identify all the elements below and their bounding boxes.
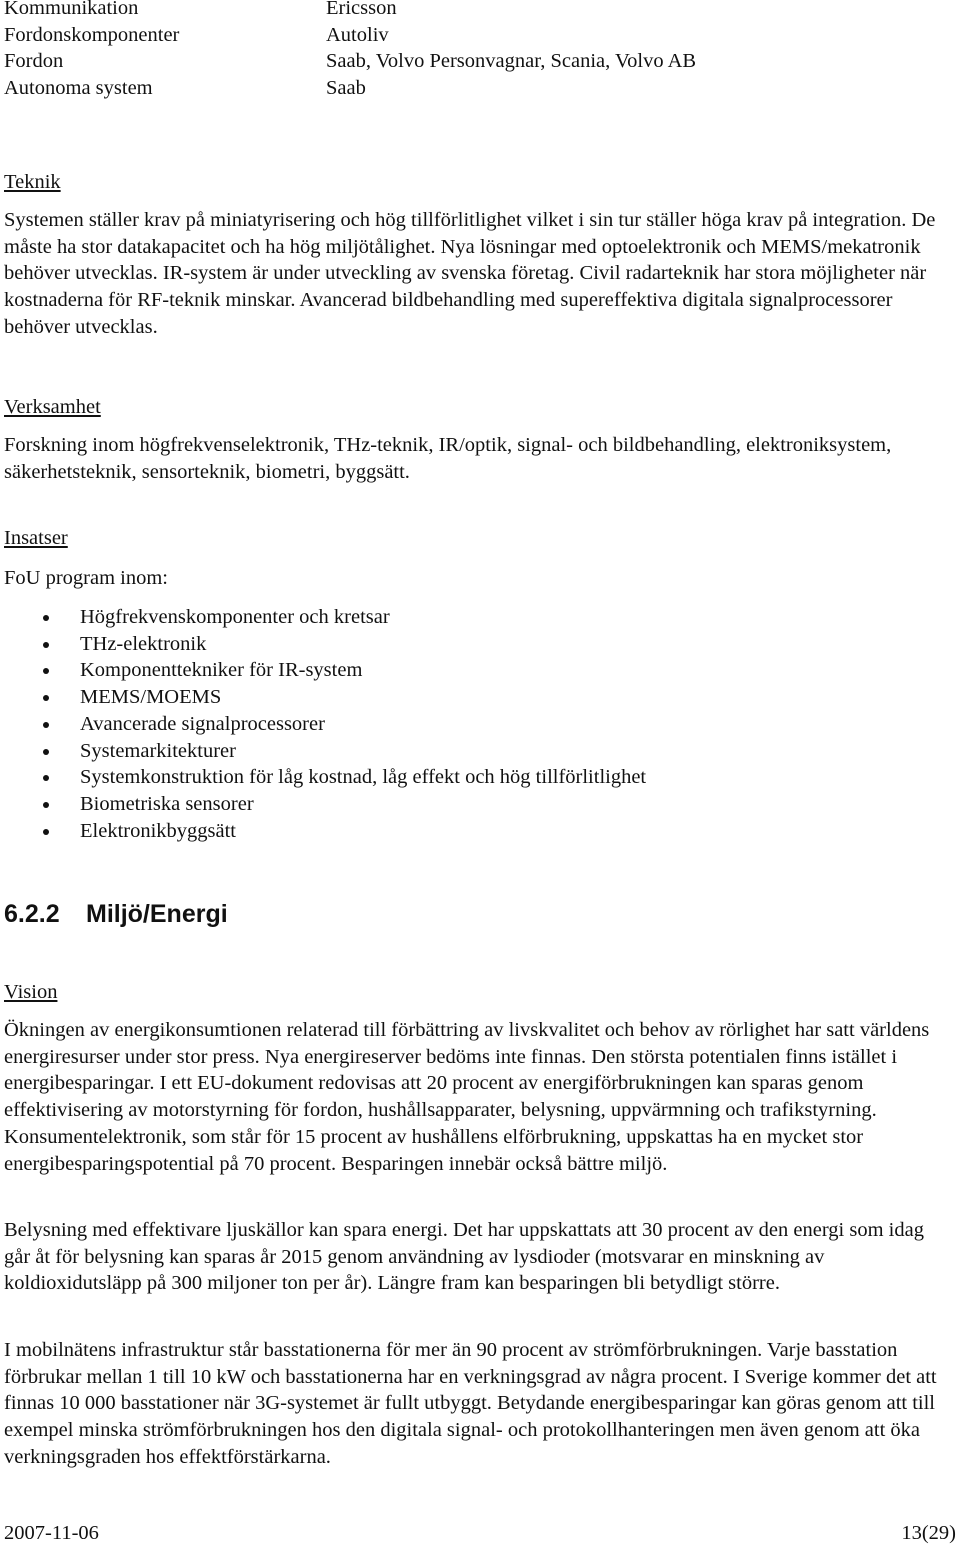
verksamhet-paragraph: Forskning inom högfrekvenselektronik, THz-teknik, IR/optik, signal- och bildbehandling, elektroniksystem, säkerhetsteknik, sensorteknik, biometri, byggsätt. [4, 434, 892, 483]
vision-paragraph-3: I mobilnätens infrastruktur står basstationerna för mer än 90 procent av strömförbrukningen. Varje basstation förbrukar mellan 1 till 10 kW och basstationerna har en verkningsgrad av några procent. I Sverige kommer det att finnas 10 000 basstationer när 3G-systemet är fullt utbyggt. Betydande energibesparingar kan göras genom att till exempel minska strömförbrukningen hos den digitala signal- och protokollhanteringen men även genom att öka verkningsgraden hos effektförstärkarna. [4, 1339, 937, 1468]
footer-date: 2007-11-06 [4, 1522, 99, 1544]
table-row [4, 48, 954, 75]
section-number: 6.2.2 [4, 900, 60, 928]
bullet-icon [43, 802, 49, 808]
page-number: 13(29) [901, 1522, 956, 1544]
table-cell-companies: Saab [326, 77, 366, 100]
table-cell-area: Fordonskomponenter [4, 23, 180, 46]
list-item: Komponenttekniker för IR-system [4, 657, 646, 684]
bullet-icon [43, 829, 49, 835]
list-item: Systemarkitekturer [4, 738, 646, 765]
table-cell-companies: Ericsson [326, 0, 397, 19]
bullet-icon [43, 615, 49, 621]
insatser-list [4, 604, 646, 844]
insatser-intro: FoU program inom: [4, 567, 168, 589]
page-footer [4, 1521, 956, 1545]
list-item: Avancerade signalprocessorer [4, 711, 646, 738]
verksamhet-heading: Verksamhet [4, 396, 101, 418]
table-cell-area: Autonoma system [4, 77, 153, 100]
section-title [4, 899, 228, 929]
table-row [4, 22, 954, 49]
bullet-icon [43, 695, 49, 701]
list-item: Systemkonstruktion för låg kostnad, låg effekt och hög tillförlitlighet [4, 764, 646, 791]
teknik-heading: Teknik [4, 171, 61, 193]
actors-table [4, 0, 954, 102]
table-cell-companies: Autoliv [326, 23, 389, 46]
list-item: Elektronikbyggsätt [4, 818, 646, 845]
table-cell-area: Kommunikation [4, 0, 139, 19]
table-row [4, 0, 954, 22]
insatser-heading: Insatser [4, 527, 68, 549]
bullet-icon [43, 749, 49, 755]
table-cell-companies: Saab, Volvo Personvagnar, Scania, Volvo AB [326, 50, 697, 73]
vision-paragraph-2: Belysning med effektivare ljuskällor kan spara energi. Det har uppskattats att 30 procent av den energi som idag går åt för belysning kan sparas år 2015 genom användning av lysdioder (motsvarar en minskning av koldioxidutsläpp på 300 miljoner ton per år). Längre fram kan besparingen bli betydligt större. [4, 1219, 924, 1295]
list-item: THz-elektronik [4, 631, 646, 658]
table-row [4, 75, 954, 102]
table-cell-area: Fordon [4, 50, 64, 73]
list-item: Biometriska sensorer [4, 791, 646, 818]
bullet-icon [43, 642, 49, 648]
bullet-icon [43, 775, 49, 781]
bullet-icon [43, 722, 49, 728]
bullet-icon [43, 668, 49, 674]
vision-paragraph-1: Ökningen av energikonsumtionen relaterad till förbättring av livskvalitet och behov av rörlighet har satt världens energiresurser under stor press. Nya energireserver bedöms inte finnas. Den största potentialen finns istället i energibesparingar. I ett EU-dokument redovisas att 20 procent av energiförbrukningen kan sparas genom effektivisering av motorstyrning för fordon, hushållsapparater, belysning, uppvärmning och trafikstyrning. Konsumentelektronik, som står för 15 procent av hushållens elförbrukning, uppskattas ha en mycket stor energibesparingspotential på 70 procent. Besparingen innebär också bättre miljö. [4, 1019, 930, 1175]
list-item: Högfrekvenskomponenter och kretsar [4, 604, 646, 631]
section-name: Miljö/Energi [86, 900, 228, 928]
vision-heading: Vision [4, 981, 58, 1003]
teknik-paragraph: Systemen ställer krav på miniatyrisering och hög tillförlitlighet vilket i sin tur ställer höga krav på integration. De måste ha stor datakapacitet och ha hög miljötålighet. Nya lösningar med optoelektronik och MEMS/mekatronik behöver utvecklas. IR-system är under utveckling av svenska företag. Civil radarteknik har stora möjligheter när kostnaderna för RF-teknik minskar. Avancerad bildbehandling med supereffektiva digitala signalprocessorer behöver utvecklas. [4, 209, 936, 338]
list-item: MEMS/MOEMS [4, 684, 646, 711]
